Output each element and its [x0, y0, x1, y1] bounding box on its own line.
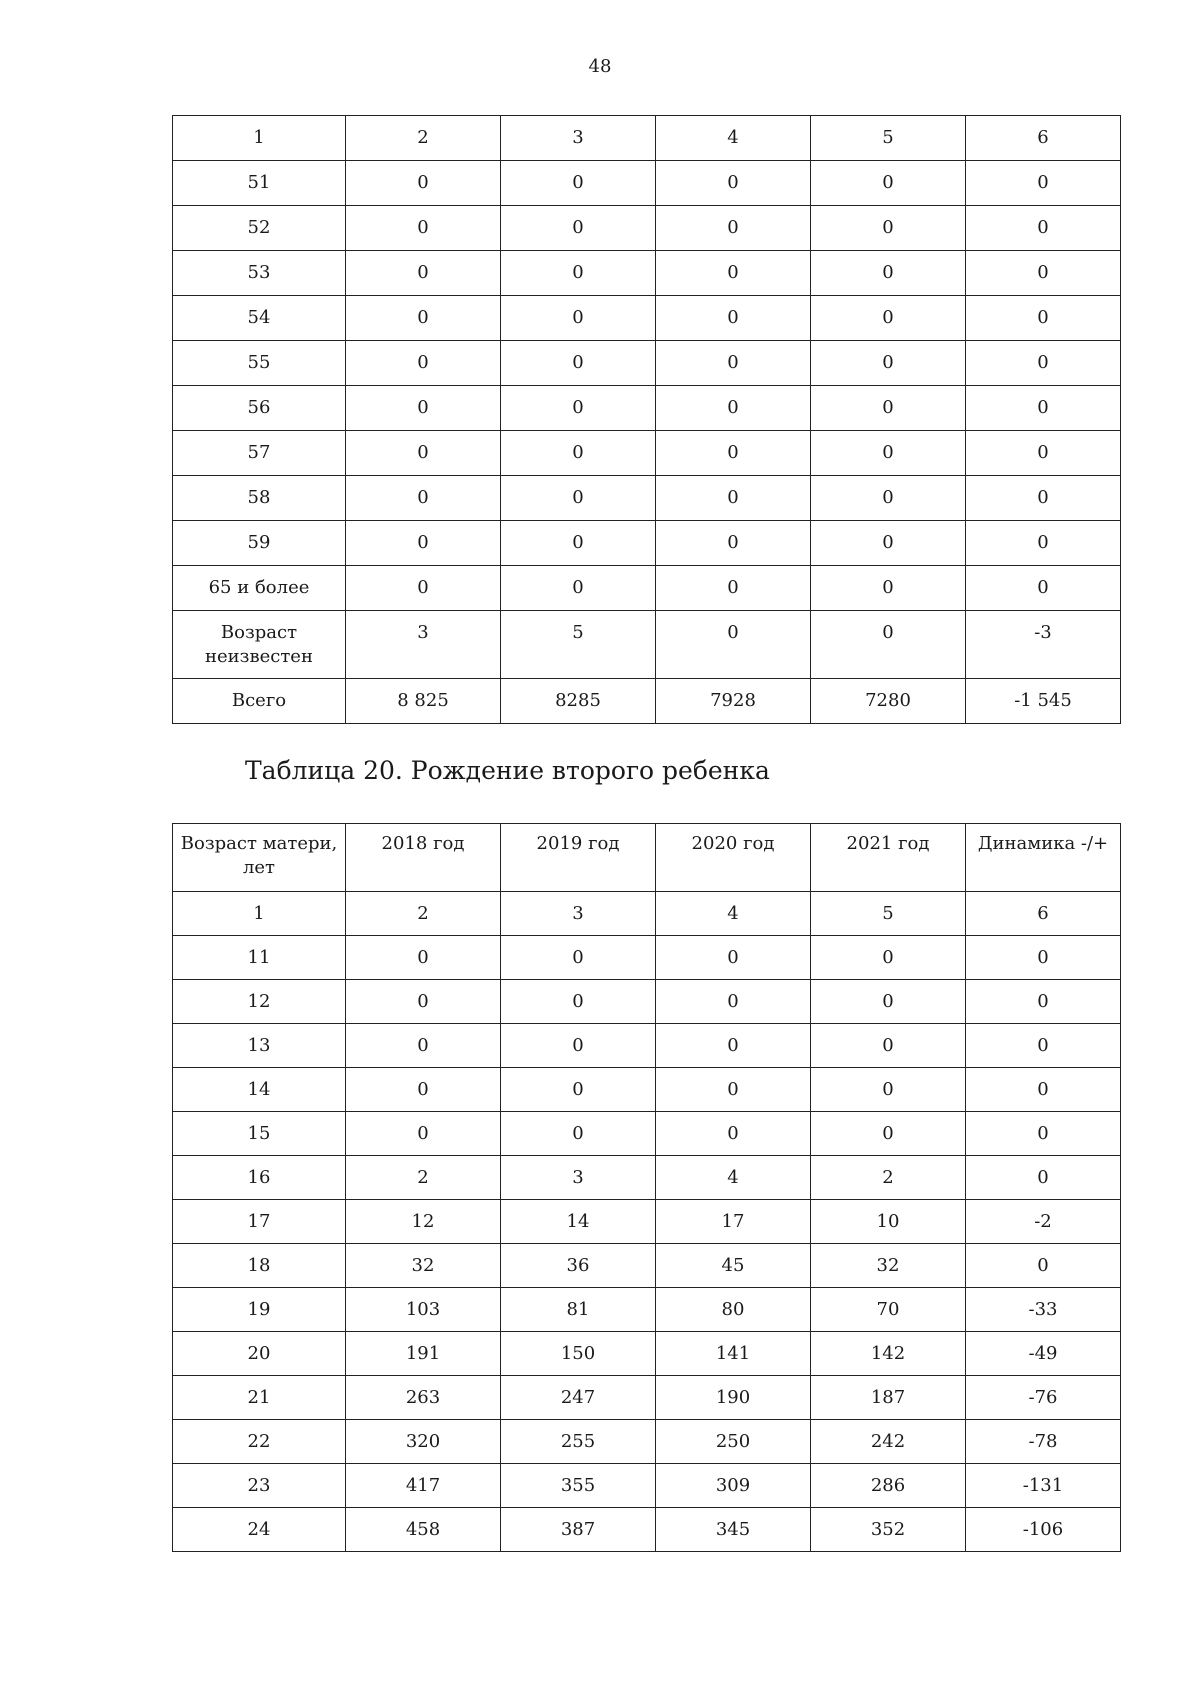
table-cell: 0 — [656, 341, 811, 386]
table-cell: 0 — [656, 161, 811, 206]
table-cell: -78 — [966, 1420, 1121, 1464]
table-cell: 56 — [173, 386, 346, 431]
table-cell: 0 — [346, 1068, 501, 1112]
table-cell: 14 — [501, 1200, 656, 1244]
table-cell: 2 — [811, 1156, 966, 1200]
table-cell: 0 — [501, 936, 656, 980]
table-cell: 0 — [501, 386, 656, 431]
table-cell: 0 — [501, 476, 656, 521]
table-cell: 0 — [966, 521, 1121, 566]
column-number-cell: 3 — [501, 892, 656, 936]
table-cell: 0 — [346, 206, 501, 251]
header-mother-age — [173, 824, 346, 892]
table-cell: 0 — [501, 161, 656, 206]
table-cell: 53 — [173, 251, 346, 296]
table-cell: 0 — [501, 431, 656, 476]
table-cell: 0 — [501, 206, 656, 251]
table-cell: 15 — [173, 1112, 346, 1156]
table-cell: -3 — [966, 611, 1121, 679]
table-cell: 355 — [501, 1464, 656, 1508]
table-cell: 0 — [966, 206, 1121, 251]
table-cell: 36 — [501, 1244, 656, 1288]
header-mother-age-line1: Возраст матери, — [180, 833, 338, 854]
table-cell: 0 — [346, 251, 501, 296]
table-cell: 8285 — [501, 679, 656, 724]
table-cell: 0 — [501, 980, 656, 1024]
table-row — [173, 296, 1121, 341]
table-cell: 19 — [173, 1288, 346, 1332]
table-cell: 142 — [811, 1332, 966, 1376]
table-cell: -106 — [966, 1508, 1121, 1552]
table-cell: 0 — [346, 476, 501, 521]
table-cell: 0 — [346, 566, 501, 611]
table-cell: 141 — [656, 1332, 811, 1376]
table-cell: 4 — [656, 1156, 811, 1200]
table-cell: 0 — [656, 251, 811, 296]
table-continuation — [172, 115, 1121, 724]
table-cell: 0 — [811, 566, 966, 611]
page-number: 48 — [588, 56, 612, 77]
table-cell: 0 — [501, 251, 656, 296]
table-row — [173, 1288, 1121, 1332]
table-row — [173, 980, 1121, 1024]
table-cell: 0 — [346, 386, 501, 431]
table-cell: 0 — [811, 341, 966, 386]
table-second-child-births-body — [173, 824, 1121, 1552]
table-cell: 190 — [656, 1376, 811, 1420]
column-number-cell: 1 — [173, 116, 346, 161]
table-row — [173, 1244, 1121, 1288]
table-row — [173, 206, 1121, 251]
header-2021: 2021 год — [811, 824, 966, 892]
table-cell: 11 — [173, 936, 346, 980]
table-cell: 0 — [501, 1112, 656, 1156]
column-number-cell: 5 — [811, 116, 966, 161]
table-cell: 0 — [346, 1112, 501, 1156]
table-cell: 0 — [501, 521, 656, 566]
table-cell: 0 — [811, 1024, 966, 1068]
table-cell: 22 — [173, 1420, 346, 1464]
table-cell: 16 — [173, 1156, 346, 1200]
table-cell: 0 — [346, 341, 501, 386]
table-cell: 352 — [811, 1508, 966, 1552]
table-cell: 0 — [656, 296, 811, 341]
table-cell: 12 — [346, 1200, 501, 1244]
table-cell: 0 — [656, 611, 811, 679]
table-cell: -1 545 — [966, 679, 1121, 724]
table-cell: 286 — [811, 1464, 966, 1508]
table-row — [173, 1068, 1121, 1112]
table-cell: 0 — [966, 476, 1121, 521]
table-cell: 3 — [346, 611, 501, 679]
table-cell: 59 — [173, 521, 346, 566]
header-2020: 2020 год — [656, 824, 811, 892]
column-number-row — [173, 116, 1121, 161]
table-row — [173, 1112, 1121, 1156]
table-cell: 18 — [173, 1244, 346, 1288]
table-cell: 0 — [346, 980, 501, 1024]
table-cell: -49 — [966, 1332, 1121, 1376]
table-cell: 20 — [173, 1332, 346, 1376]
table-cell: 0 — [346, 1024, 501, 1068]
table-cell: 57 — [173, 431, 346, 476]
table-caption: Таблица 20. Рождение второго ребенка — [245, 756, 770, 785]
table-cell: 23 — [173, 1464, 346, 1508]
table-cell: 0 — [966, 1112, 1121, 1156]
table-cell: 17 — [656, 1200, 811, 1244]
table-cell: 242 — [811, 1420, 966, 1464]
table-cell: -131 — [966, 1464, 1121, 1508]
table-cell: 0 — [811, 476, 966, 521]
table-cell: 0 — [811, 386, 966, 431]
table-cell: 0 — [811, 431, 966, 476]
table-cell: 191 — [346, 1332, 501, 1376]
table-row — [173, 386, 1121, 431]
table-cell: 0 — [966, 1024, 1121, 1068]
table-cell: 345 — [656, 1508, 811, 1552]
table-cell: 24 — [173, 1508, 346, 1552]
table-cell: 255 — [501, 1420, 656, 1464]
table-cell: 81 — [501, 1288, 656, 1332]
table-cell: 5 — [501, 611, 656, 679]
table-row — [173, 1332, 1121, 1376]
table-cell: 0 — [966, 1244, 1121, 1288]
table-row — [173, 476, 1121, 521]
unknown-age-label-line1: Возраст — [220, 622, 298, 643]
table-cell: 0 — [501, 566, 656, 611]
table-cell: 0 — [346, 431, 501, 476]
header-2019: 2019 год — [501, 824, 656, 892]
table-cell: 0 — [656, 206, 811, 251]
unknown-age-label — [173, 611, 346, 679]
table-cell: 0 — [811, 980, 966, 1024]
table-cell: -33 — [966, 1288, 1121, 1332]
table-cell: 21 — [173, 1376, 346, 1420]
table-cell: 0 — [811, 1112, 966, 1156]
table-cell: 8 825 — [346, 679, 501, 724]
table-row — [173, 1376, 1121, 1420]
table-cell: 13 — [173, 1024, 346, 1068]
table-cell: 0 — [811, 251, 966, 296]
table-cell: 0 — [966, 1068, 1121, 1112]
table-cell: 387 — [501, 1508, 656, 1552]
table-row — [173, 521, 1121, 566]
table-continuation-body — [173, 116, 1121, 724]
column-number-cell: 2 — [346, 116, 501, 161]
table-cell: 32 — [346, 1244, 501, 1288]
table-cell: 0 — [501, 296, 656, 341]
table-cell: 14 — [173, 1068, 346, 1112]
table-row — [173, 431, 1121, 476]
table-row-total — [173, 679, 1121, 724]
table-cell: 0 — [346, 161, 501, 206]
table-cell: 0 — [656, 476, 811, 521]
header-2018: 2018 год — [346, 824, 501, 892]
table-cell: 0 — [656, 521, 811, 566]
table-cell: 0 — [656, 980, 811, 1024]
table-cell: 7280 — [811, 679, 966, 724]
table-cell: Всего — [173, 679, 346, 724]
table-cell: 10 — [811, 1200, 966, 1244]
table-cell: 0 — [966, 936, 1121, 980]
table-cell: 12 — [173, 980, 346, 1024]
table-row — [173, 251, 1121, 296]
table-cell: 0 — [966, 980, 1121, 1024]
table-cell: 0 — [656, 1068, 811, 1112]
table-cell: 0 — [966, 566, 1121, 611]
table-cell: 0 — [811, 521, 966, 566]
column-number-cell: 1 — [173, 892, 346, 936]
table-cell: 0 — [966, 161, 1121, 206]
table-cell: 0 — [966, 251, 1121, 296]
table-cell: -76 — [966, 1376, 1121, 1420]
table-row — [173, 1464, 1121, 1508]
table-cell: 0 — [966, 341, 1121, 386]
table-cell: 0 — [346, 296, 501, 341]
header-mother-age-line2: лет — [242, 857, 276, 878]
table-cell: 320 — [346, 1420, 501, 1464]
table-row — [173, 1024, 1121, 1068]
column-number-cell: 6 — [966, 892, 1121, 936]
table-cell: 70 — [811, 1288, 966, 1332]
table-cell: 0 — [811, 296, 966, 341]
column-number-cell: 4 — [656, 116, 811, 161]
table-row — [173, 341, 1121, 386]
table-cell: 2 — [346, 1156, 501, 1200]
header-row — [173, 824, 1121, 892]
column-number-cell: 5 — [811, 892, 966, 936]
table-cell: 7928 — [656, 679, 811, 724]
table-row — [173, 1156, 1121, 1200]
table-cell: 0 — [656, 1112, 811, 1156]
table-cell: 32 — [811, 1244, 966, 1288]
column-number-cell: 6 — [966, 116, 1121, 161]
table-cell: 17 — [173, 1200, 346, 1244]
table-cell: 55 — [173, 341, 346, 386]
table-row — [173, 1200, 1121, 1244]
table-row — [173, 161, 1121, 206]
table-cell: 54 — [173, 296, 346, 341]
table-cell: 103 — [346, 1288, 501, 1332]
table-cell: 0 — [656, 936, 811, 980]
table-cell: 263 — [346, 1376, 501, 1420]
table-row-unknown-age — [173, 611, 1121, 679]
table-cell: 51 — [173, 161, 346, 206]
column-number-cell: 3 — [501, 116, 656, 161]
table-cell: 150 — [501, 1332, 656, 1376]
table-row — [173, 1420, 1121, 1464]
table-cell: 0 — [811, 611, 966, 679]
table-second-child-births — [172, 823, 1121, 1552]
table-cell: 80 — [656, 1288, 811, 1332]
table-cell: 0 — [811, 936, 966, 980]
table-cell: 0 — [656, 1024, 811, 1068]
table-cell: 0 — [501, 341, 656, 386]
table-cell: 0 — [501, 1024, 656, 1068]
table-cell: 187 — [811, 1376, 966, 1420]
column-number-cell: 2 — [346, 892, 501, 936]
table-cell: 58 — [173, 476, 346, 521]
table-cell: 65 и более — [173, 566, 346, 611]
unknown-age-label-line2: неизвестен — [205, 646, 313, 667]
table-cell: 0 — [966, 431, 1121, 476]
table-row — [173, 936, 1121, 980]
table-cell: 0 — [811, 206, 966, 251]
table-cell: 0 — [966, 386, 1121, 431]
table-row — [173, 1508, 1121, 1552]
table-row — [173, 566, 1121, 611]
table-cell: 0 — [656, 431, 811, 476]
table-cell: 52 — [173, 206, 346, 251]
table-cell: 0 — [656, 566, 811, 611]
table-cell: 458 — [346, 1508, 501, 1552]
table-cell: 417 — [346, 1464, 501, 1508]
header-dynamics: Динамика -/+ — [966, 824, 1121, 892]
table-cell: 0 — [501, 1068, 656, 1112]
table-cell: 0 — [966, 296, 1121, 341]
column-number-cell: 4 — [656, 892, 811, 936]
table-cell: 0 — [346, 521, 501, 566]
table-cell: 3 — [501, 1156, 656, 1200]
table-cell: 0 — [346, 936, 501, 980]
table-cell: 0 — [811, 1068, 966, 1112]
table-cell: 0 — [656, 386, 811, 431]
table-cell: 0 — [966, 1156, 1121, 1200]
table-cell: -2 — [966, 1200, 1121, 1244]
table-cell: 309 — [656, 1464, 811, 1508]
table-cell: 250 — [656, 1420, 811, 1464]
column-number-row — [173, 892, 1121, 936]
table-cell: 247 — [501, 1376, 656, 1420]
table-cell: 45 — [656, 1244, 811, 1288]
table-cell: 0 — [811, 161, 966, 206]
